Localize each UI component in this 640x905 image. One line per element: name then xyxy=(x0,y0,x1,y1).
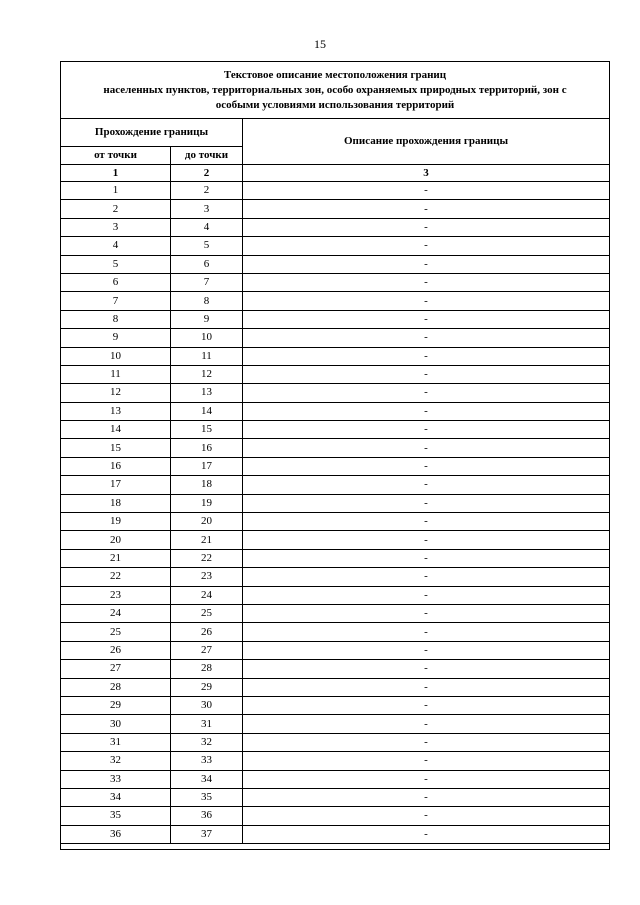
header-to-point: до точки xyxy=(171,147,243,165)
from-point-cell: 22 xyxy=(61,568,171,586)
from-point-cell: 24 xyxy=(61,604,171,622)
from-point-cell: 14 xyxy=(61,421,171,439)
from-point-cell: 18 xyxy=(61,494,171,512)
table-row xyxy=(61,237,610,255)
from-point-cell: 26 xyxy=(61,641,171,659)
description-cell: - xyxy=(243,347,610,365)
table-row xyxy=(61,365,610,383)
table-row xyxy=(61,752,610,770)
description-cell: - xyxy=(243,421,610,439)
to-point-cell: 15 xyxy=(171,421,243,439)
to-point-cell: 31 xyxy=(171,715,243,733)
table-row xyxy=(61,696,610,714)
table-row xyxy=(61,733,610,751)
table-row xyxy=(61,641,610,659)
description-cell: - xyxy=(243,439,610,457)
from-point-cell: 32 xyxy=(61,752,171,770)
table-row xyxy=(61,586,610,604)
to-point-cell: 8 xyxy=(171,292,243,310)
to-point-cell: 17 xyxy=(171,457,243,475)
to-point-cell: 30 xyxy=(171,696,243,714)
description-cell: - xyxy=(243,788,610,806)
from-point-cell: 35 xyxy=(61,807,171,825)
description-cell: - xyxy=(243,586,610,604)
to-point-cell: 26 xyxy=(171,623,243,641)
table-row xyxy=(61,623,610,641)
description-cell: - xyxy=(243,365,610,383)
table-row xyxy=(61,788,610,806)
header-col-1: 1 xyxy=(61,165,171,182)
table-row xyxy=(61,439,610,457)
page-number: 15 xyxy=(314,37,326,51)
table-row xyxy=(61,807,610,825)
header-description: Описание прохождения границы xyxy=(243,119,610,165)
header-row-numbers xyxy=(61,165,610,182)
table-row xyxy=(61,200,610,218)
to-point-cell: 28 xyxy=(171,660,243,678)
table-row xyxy=(61,513,610,531)
description-cell: - xyxy=(243,218,610,236)
from-point-cell: 12 xyxy=(61,384,171,402)
to-point-cell: 21 xyxy=(171,531,243,549)
description-cell: - xyxy=(243,825,610,843)
description-cell: - xyxy=(243,329,610,347)
to-point-cell: 3 xyxy=(171,200,243,218)
from-point-cell: 17 xyxy=(61,476,171,494)
description-cell: - xyxy=(243,494,610,512)
to-point-cell: 5 xyxy=(171,237,243,255)
table-row xyxy=(61,825,610,843)
description-cell: - xyxy=(243,733,610,751)
table-row xyxy=(61,218,610,236)
table-row xyxy=(61,182,610,200)
from-point-cell: 19 xyxy=(61,513,171,531)
table-row xyxy=(61,715,610,733)
to-point-cell: 16 xyxy=(171,439,243,457)
from-point-cell: 10 xyxy=(61,347,171,365)
description-cell: - xyxy=(243,237,610,255)
from-point-cell: 20 xyxy=(61,531,171,549)
table-row xyxy=(61,402,610,420)
to-point-cell: 13 xyxy=(171,384,243,402)
to-point-cell: 9 xyxy=(171,310,243,328)
description-cell: - xyxy=(243,678,610,696)
to-point-cell: 24 xyxy=(171,586,243,604)
to-point-cell: 7 xyxy=(171,273,243,291)
table-bottom-cell xyxy=(61,844,610,850)
description-cell: - xyxy=(243,255,610,273)
from-point-cell: 25 xyxy=(61,623,171,641)
from-point-cell: 1 xyxy=(61,182,171,200)
boundary-table xyxy=(60,61,610,850)
description-cell: - xyxy=(243,770,610,788)
description-cell: - xyxy=(243,696,610,714)
from-point-cell: 2 xyxy=(61,200,171,218)
header-passage: Прохождение границы xyxy=(61,119,243,147)
to-point-cell: 29 xyxy=(171,678,243,696)
header-col-3: 3 xyxy=(243,165,610,182)
table-row xyxy=(61,384,610,402)
to-point-cell: 20 xyxy=(171,513,243,531)
to-point-cell: 10 xyxy=(171,329,243,347)
description-cell: - xyxy=(243,807,610,825)
table-bottom-spacer xyxy=(61,844,610,850)
from-point-cell: 21 xyxy=(61,549,171,567)
title-line-3: особыми условиями использования территорий xyxy=(215,98,455,111)
to-point-cell: 36 xyxy=(171,807,243,825)
to-point-cell: 34 xyxy=(171,770,243,788)
from-point-cell: 29 xyxy=(61,696,171,714)
to-point-cell: 4 xyxy=(171,218,243,236)
description-cell: - xyxy=(243,402,610,420)
to-point-cell: 25 xyxy=(171,604,243,622)
to-point-cell: 19 xyxy=(171,494,243,512)
table-row xyxy=(61,292,610,310)
title-row xyxy=(61,62,610,119)
from-point-cell: 31 xyxy=(61,733,171,751)
to-point-cell: 37 xyxy=(171,825,243,843)
description-cell: - xyxy=(243,660,610,678)
table-row xyxy=(61,273,610,291)
description-cell: - xyxy=(243,292,610,310)
from-point-cell: 36 xyxy=(61,825,171,843)
to-point-cell: 6 xyxy=(171,255,243,273)
table-row xyxy=(61,347,610,365)
table-row xyxy=(61,770,610,788)
to-point-cell: 2 xyxy=(171,182,243,200)
table-row xyxy=(61,678,610,696)
description-cell: - xyxy=(243,531,610,549)
description-cell: - xyxy=(243,549,610,567)
to-point-cell: 32 xyxy=(171,733,243,751)
description-cell: - xyxy=(243,457,610,475)
from-point-cell: 4 xyxy=(61,237,171,255)
to-point-cell: 27 xyxy=(171,641,243,659)
table-row xyxy=(61,476,610,494)
from-point-cell: 33 xyxy=(61,770,171,788)
to-point-cell: 11 xyxy=(171,347,243,365)
description-cell: - xyxy=(243,604,610,622)
description-cell: - xyxy=(243,182,610,200)
to-point-cell: 12 xyxy=(171,365,243,383)
to-point-cell: 18 xyxy=(171,476,243,494)
description-cell: - xyxy=(243,641,610,659)
from-point-cell: 16 xyxy=(61,457,171,475)
description-cell: - xyxy=(243,384,610,402)
title-line-1: Текстовое описание местоположения границ xyxy=(223,68,447,81)
table-row xyxy=(61,329,610,347)
to-point-cell: 35 xyxy=(171,788,243,806)
table-row xyxy=(61,549,610,567)
from-point-cell: 11 xyxy=(61,365,171,383)
header-from-point: от точки xyxy=(61,147,171,165)
table-row xyxy=(61,421,610,439)
header-row-group xyxy=(61,119,610,147)
table-row xyxy=(61,531,610,549)
from-point-cell: 7 xyxy=(61,292,171,310)
from-point-cell: 5 xyxy=(61,255,171,273)
header-col-2: 2 xyxy=(171,165,243,182)
table-title xyxy=(61,62,610,119)
description-cell: - xyxy=(243,273,610,291)
from-point-cell: 6 xyxy=(61,273,171,291)
table-row xyxy=(61,457,610,475)
table-row xyxy=(61,255,610,273)
description-cell: - xyxy=(243,476,610,494)
from-point-cell: 9 xyxy=(61,329,171,347)
from-point-cell: 23 xyxy=(61,586,171,604)
table-row xyxy=(61,660,610,678)
to-point-cell: 22 xyxy=(171,549,243,567)
description-cell: - xyxy=(243,568,610,586)
from-point-cell: 15 xyxy=(61,439,171,457)
description-cell: - xyxy=(243,752,610,770)
title-line-2: населенных пунктов, территориальных зон, особо охраняемых природных территорий, зон с xyxy=(103,83,567,96)
table-row xyxy=(61,310,610,328)
to-point-cell: 33 xyxy=(171,752,243,770)
from-point-cell: 13 xyxy=(61,402,171,420)
from-point-cell: 28 xyxy=(61,678,171,696)
from-point-cell: 8 xyxy=(61,310,171,328)
from-point-cell: 30 xyxy=(61,715,171,733)
table-row xyxy=(61,568,610,586)
description-cell: - xyxy=(243,310,610,328)
table-row xyxy=(61,494,610,512)
from-point-cell: 27 xyxy=(61,660,171,678)
description-cell: - xyxy=(243,513,610,531)
to-point-cell: 23 xyxy=(171,568,243,586)
description-cell: - xyxy=(243,200,610,218)
from-point-cell: 34 xyxy=(61,788,171,806)
description-cell: - xyxy=(243,715,610,733)
description-cell: - xyxy=(243,623,610,641)
to-point-cell: 14 xyxy=(171,402,243,420)
from-point-cell: 3 xyxy=(61,218,171,236)
table-row xyxy=(61,604,610,622)
